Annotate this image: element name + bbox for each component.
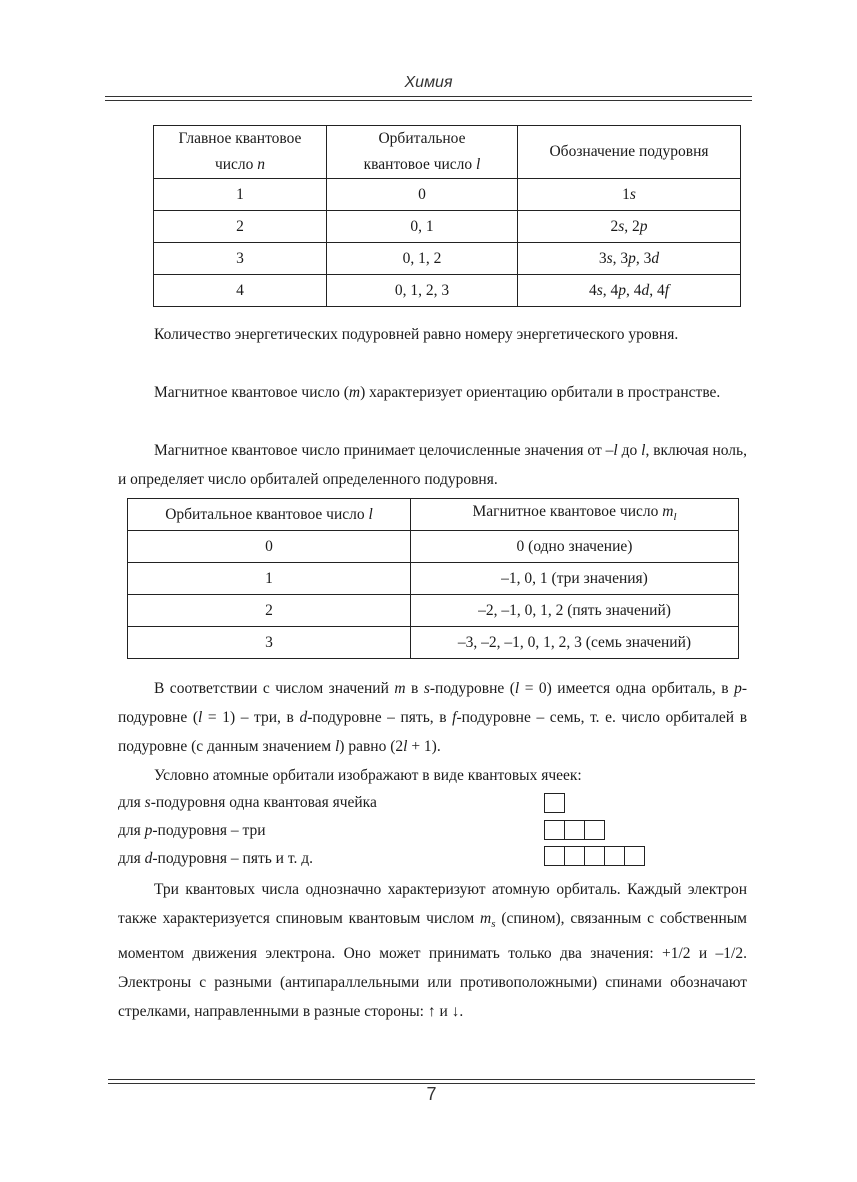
quantum-cell (584, 846, 605, 866)
table-header-row (128, 499, 739, 531)
table-header-l: Орбитальное квантовое число l (128, 499, 411, 531)
page-number: 7 (426, 1084, 437, 1104)
table-header-sublevel: Обозначение подуровня (518, 126, 741, 179)
quantum-cells-p (544, 820, 605, 840)
sublevel-cell: 3s, 3p, 3d (518, 243, 741, 275)
quantum-cells-s (544, 793, 565, 813)
paragraph: Количество энергетических подуровней равно номеру энергетического уровня. (154, 326, 679, 343)
table-header-ml: Магнитное квантовое число $m_l$ (411, 499, 739, 531)
paragraph: Магнитное квантовое число принимает целочисленные значения от –l до l, включая ноль, и определяет число орбиталей определенного подуровня. (118, 442, 747, 488)
orbital-item-label: для p-подуровня – три (118, 822, 266, 839)
paragraph: Три квантовых числа однозначно характеризуют атомную орбиталь. Каждый электрон также характеризуется спиновым квантовым числом $m_s$ (спином), связанным с собственным моментом движения электрона. Оно может принимать только два значения: +1/2 и –1/2. Электроны с разными (антипараллельными или противоположными) спинами обозначают стрелками, направленными в разные стороны: ↑ и ↓. (118, 881, 747, 1021)
table-row: 1 –1, 0, 1 (три значения) (128, 563, 739, 595)
quantum-cell (564, 846, 585, 866)
quantum-cell (544, 846, 565, 866)
quantum-cell (544, 793, 565, 813)
paragraph: Условно атомные орбитали изображают в виде квантовых ячеек: (154, 767, 582, 784)
quantum-cell (624, 846, 645, 866)
table-row: 2 0, 1 2s, 2p (154, 211, 741, 243)
table-row: 0 0 (одно значение) (128, 531, 739, 563)
quantum-cell (564, 820, 585, 840)
sublevel-cell: 2s, 2p (518, 211, 741, 243)
table-header-n: Главное квантовое число n (154, 126, 327, 179)
table-row: 3 –3, –2, –1, 0, 1, 2, 3 (семь значений) (128, 627, 739, 659)
quantum-cell (544, 820, 565, 840)
table-row: 2 –2, –1, 0, 1, 2 (пять значений) (128, 595, 739, 627)
orbital-item-label: для s-подуровня одна квантовая ячейка (118, 794, 377, 811)
paragraph: В соответствии с числом значений m в s-подуровне (l = 0) имеется одна орбиталь, в p-подуровне (l = 1) – три, в d-подуровне – пять, в f-подуровне – семь, т. е. число орбиталей в подуровне (с данным значением l) равно (2l + 1). (118, 680, 748, 755)
quantum-numbers-table (153, 125, 741, 307)
footer-rule-thin (108, 1079, 755, 1080)
header-rule-thin (105, 100, 752, 101)
header-rule (105, 96, 752, 97)
paragraph: Магнитное квантовое число (m) характеризует ориентацию орбитали в пространстве. (154, 384, 721, 401)
table-row: 4 0, 1, 2, 3 4s, 4p, 4d, 4f (154, 275, 741, 307)
table-header-row (154, 126, 741, 179)
table-row: 3 0, 1, 2 3s, 3p, 3d (154, 243, 741, 275)
quantum-cell (584, 820, 605, 840)
running-title: Химия (404, 74, 453, 91)
quantum-cells-d (544, 846, 645, 866)
magnetic-numbers-table (127, 498, 739, 659)
sublevel-cell: 4s, 4p, 4d, 4f (518, 275, 741, 307)
quantum-cell (604, 846, 625, 866)
orbital-item-label: для d-подуровня – пять и т. д. (118, 850, 313, 867)
table-row: 1 0 1s (154, 179, 741, 211)
table-header-l: Орбитальное квантовое число l (327, 126, 518, 179)
sublevel-cell: 1s (518, 179, 741, 211)
